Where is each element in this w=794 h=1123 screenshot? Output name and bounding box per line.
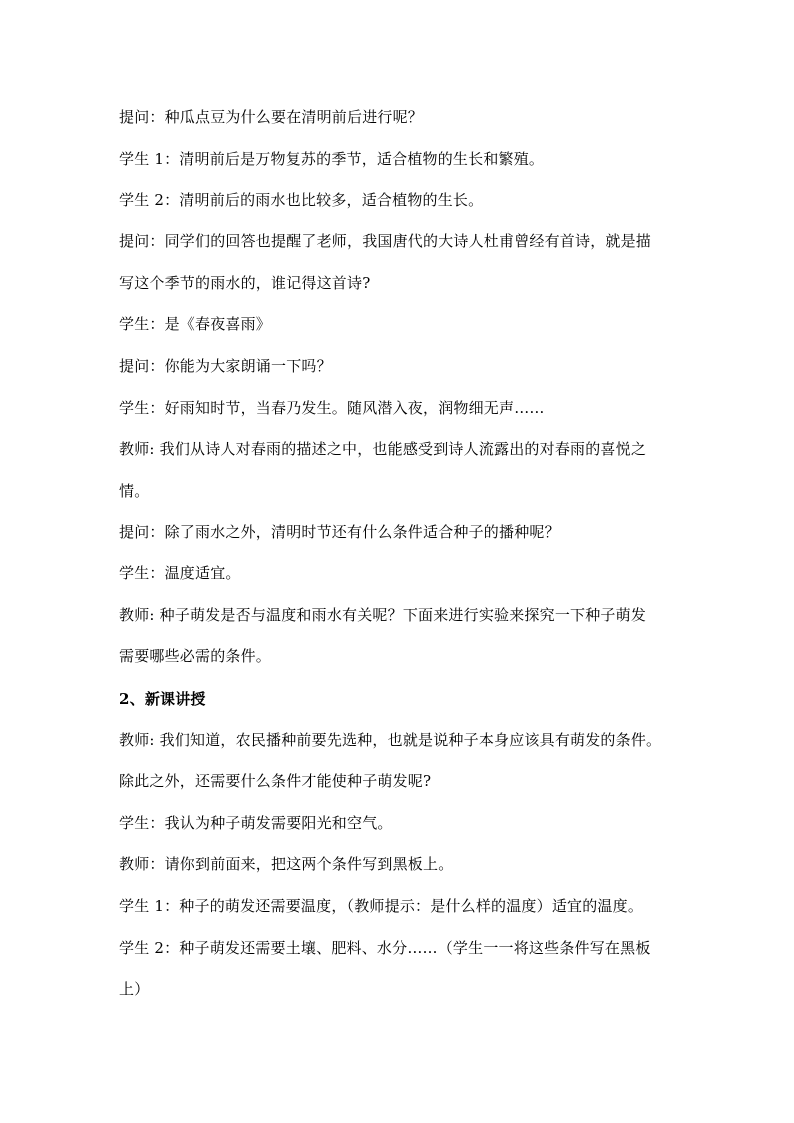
text-line: 写这个季节的雨水的，谁记得这首诗? xyxy=(119,274,371,292)
text-line: 教师: 我们从诗人对春雨的描述之中，也能感受到诗人流露出的对春雨的喜悦之 xyxy=(119,440,647,458)
text-line: 教师: 我们知道，农民播种前要先选种，也就是说种子本身应该具有萌发的条件。 xyxy=(119,731,662,749)
text-line: 学生：好雨知时节，当春乃发生。随风潜入夜，润物细无声…… xyxy=(119,399,545,417)
text-line: 需要哪些必需的条件。 xyxy=(119,647,272,665)
text-line: 学生：温度适宜。 xyxy=(119,564,241,582)
text-line: 学生 2：种子萌发还需要土壤、肥料、水分……（学生一一将这些条件写在黑板 xyxy=(119,939,651,957)
text-line: 提问：除了雨水之外，清明时节还有什么条件适合种子的播种呢？ xyxy=(119,523,560,541)
text-line: 除此之外，还需要什么条件才能使种子萌发呢? xyxy=(119,772,432,790)
text-line: 教师：请你到前面来，把这两个条件写到黑板上。 xyxy=(119,855,454,873)
text-line: 学生：是《春夜喜雨》 xyxy=(119,315,272,333)
text-line: 提问：同学们的回答也提醒了老师，我国唐代的大诗人杜甫曾经有首诗，就是描 xyxy=(119,232,652,250)
text-line: 上） xyxy=(119,980,150,998)
text-line: 学生：我认为种子萌发需要阳光和空气。 xyxy=(119,814,393,832)
text-line: 学生 1：种子的萌发还需要温度，（教师提示：是什么样的温度）适宜的温度。 xyxy=(119,897,644,915)
text-line: 提问：种瓜点豆为什么要在清明前后进行呢？ xyxy=(119,108,424,126)
text-line: 教师: 种子萌发是否与温度和雨水有关呢？下面来进行实验来探究一下种子萌发 xyxy=(119,606,647,624)
text-line: 提问：你能为大家朗诵一下吗？ xyxy=(119,357,332,375)
section-heading: 2、新课讲授 xyxy=(119,690,206,708)
text-line: 学生 1：清明前后是万物复苏的季节，适合植物的生长和繁殖。 xyxy=(119,150,545,168)
text-line: 学生 2：清明前后的雨水也比较多，适合植物的生长。 xyxy=(119,191,484,209)
text-line: 情。 xyxy=(119,482,150,500)
